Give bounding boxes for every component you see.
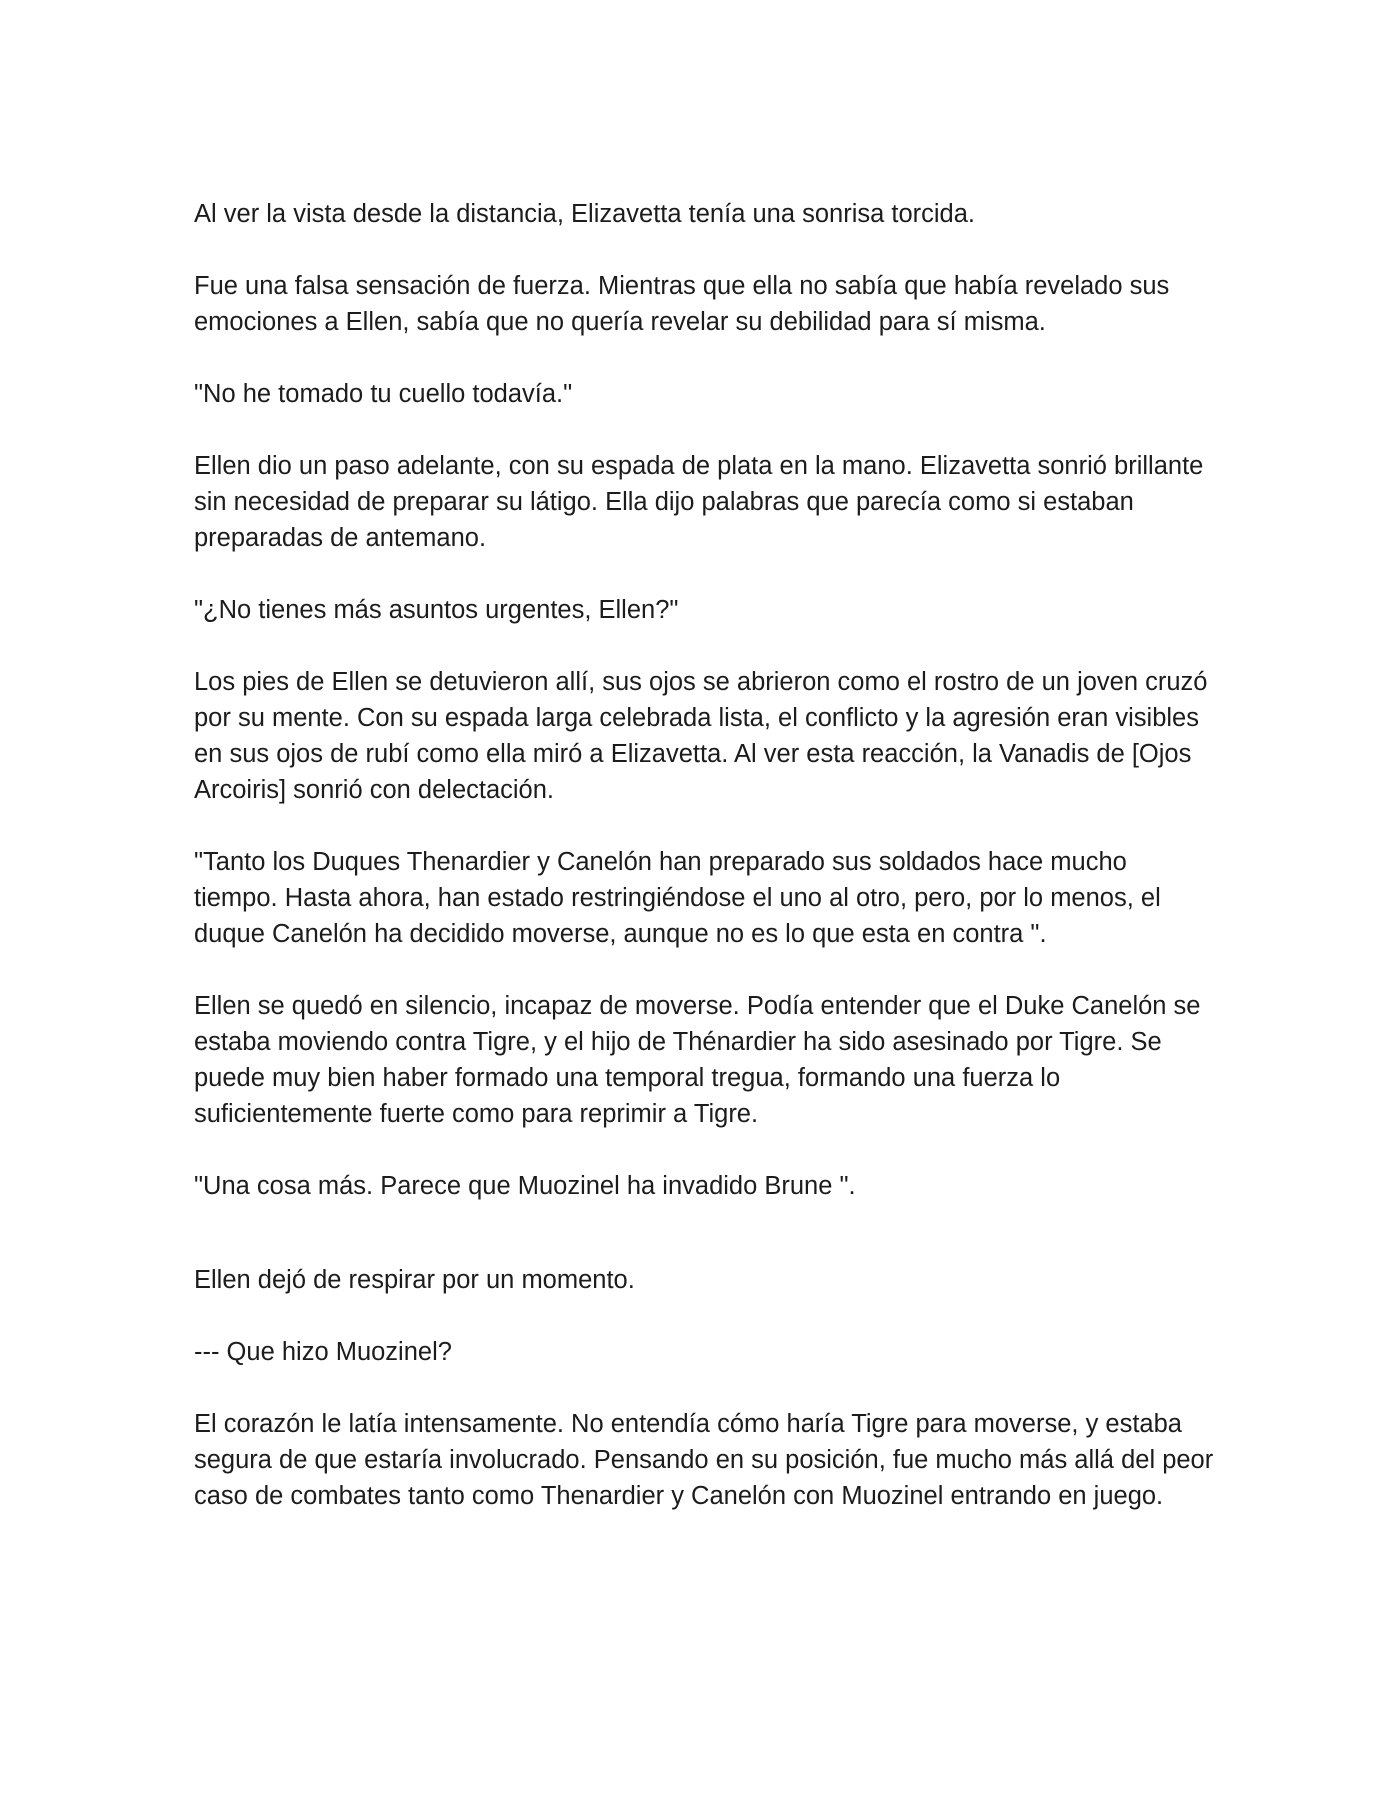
paragraph: "No he tomado tu cuello todavía." — [194, 380, 573, 408]
paragraph: Ellen dejó de respirar por un momento. — [194, 1266, 635, 1294]
paragraph: Los pies de Ellen se detuvieron allí, sus ojos se abrieron como el rostro de un joven cruzó por su mente. Con su espada larga celebrada lista, el conflicto y la agresión eran visibles en sus ojos de rubí como ella miró a Elizavetta. Al ver esta reacción, la Vanadis de [Ojos Arcoiris] sonrió con delectación. — [194, 668, 1208, 804]
paragraph: "¿No tienes más asuntos urgentes, Ellen?" — [194, 596, 679, 624]
paragraph: Al ver la vista desde la distancia, Elizavetta tenía una sonrisa torcida. — [194, 200, 975, 228]
document-body — [194, 196, 1214, 1550]
paragraph: El corazón le latía intensamente. No entendía cómo haría Tigre para moverse, y estaba segura de que estaría involucrado. Pensando en su posición, fue mucho más allá del peor caso de combates tanto como Thenardier y Canelón con Muozinel entrando en juego. — [194, 1410, 1214, 1510]
paragraph: Ellen se quedó en silencio, incapaz de moverse. Podía entender que el Duke Canelón se estaba moviendo contra Tigre, y el hijo de Thénardier ha sido asesinado por Tigre. Se puede muy bien haber formado una temporal tregua, formando una fuerza lo suficientemente fuerte como para reprimir a Tigre. — [194, 992, 1201, 1128]
paragraph: "Tanto los Duques Thenardier y Canelón han preparado sus soldados hace mucho tiempo. Hasta ahora, han estado restringiéndose el uno al otro, pero, por lo menos, el duque Canelón ha decidido moverse, aunque no es lo que esta en contra ". — [194, 848, 1161, 948]
paragraph: "Una cosa más. Parece que Muozinel ha invadido Brune ". — [194, 1172, 856, 1200]
paragraph: --- Que hizo Muozinel? — [194, 1338, 452, 1366]
paragraph: Ellen dio un paso adelante, con su espada de plata en la mano. Elizavetta sonrió brillante sin necesidad de preparar su látigo. Ella dijo palabras que parecía como si estaban preparadas de antemano. — [194, 452, 1204, 552]
paragraph: Fue una falsa sensación de fuerza. Mientras que ella no sabía que había revelado sus emociones a Ellen, sabía que no quería revelar su debilidad para sí misma. — [194, 272, 1170, 336]
